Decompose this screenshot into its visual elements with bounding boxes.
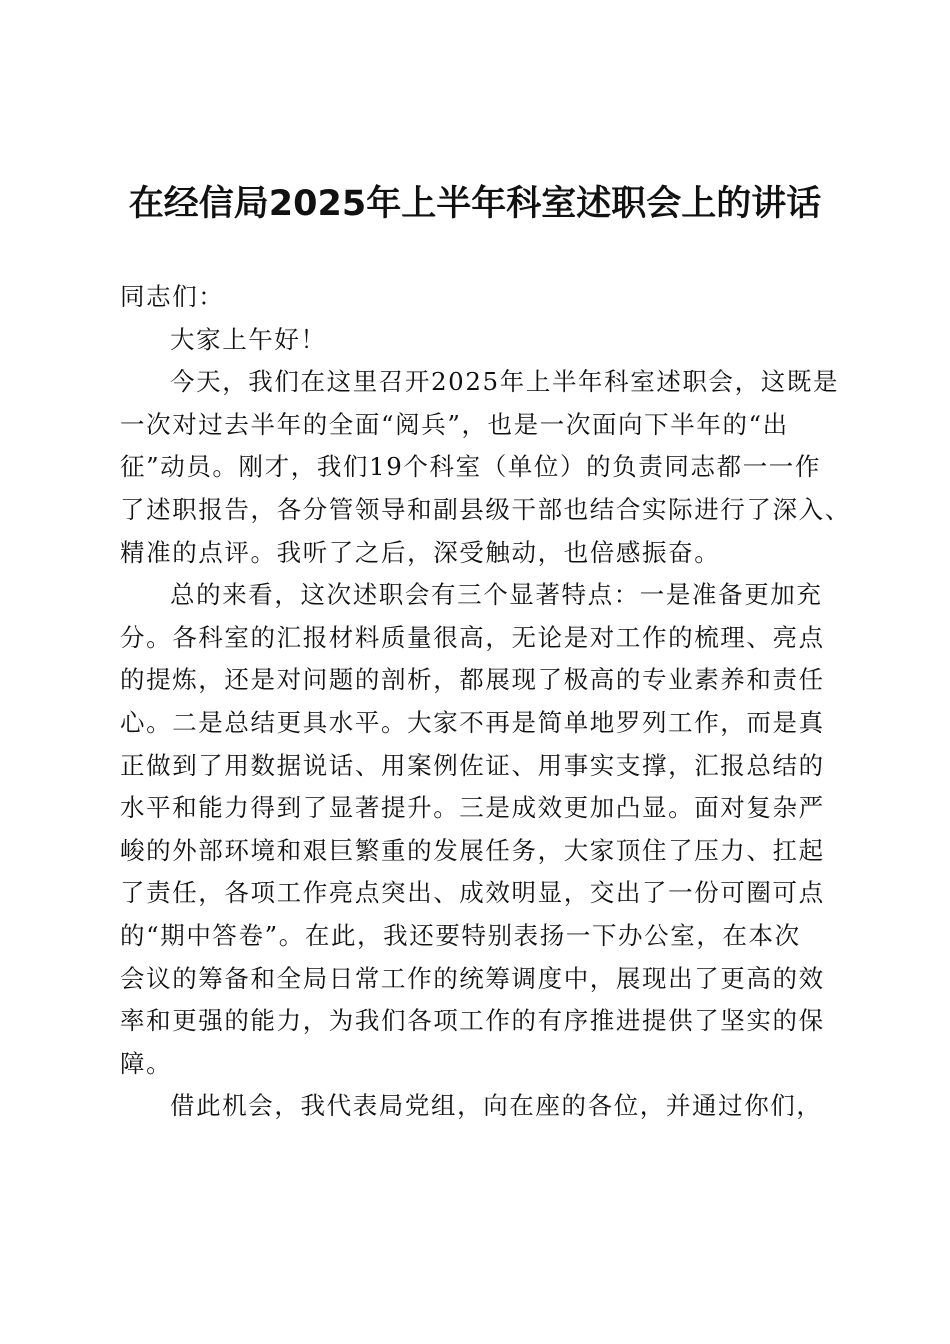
- text-line: 障。: [120, 1048, 173, 1078]
- text-line: 总的来看，这次述职会有三个显著特点：一是准备更加充: [170, 580, 823, 610]
- text-line: 借此机会，我代表局党组，向在座的各位，并通过你们，: [170, 1091, 823, 1121]
- text-line: 水平和能力得到了显著提升。三是成效更加凸显。面对复杂严: [120, 793, 825, 823]
- text-line: 的“期中答卷”。在此，我还要特别表扬一下办公室，在本次: [120, 920, 801, 950]
- text-line: 会议的筹备和全局日常工作的统筹调度中，展现出了更高的效: [120, 963, 825, 993]
- text-line: 精准的点评。我听了之后，深受触动，也倍感振奋。: [120, 537, 721, 567]
- salutation: 同志们：: [120, 282, 225, 311]
- text-line: 率和更强的能力，为我们各项工作的有序推进提供了坚实的保: [120, 1006, 825, 1036]
- text-line: 征”动员。刚才，我们19个科室（单位）的负责同志都一一作: [120, 452, 821, 482]
- text-line: 了述职报告，各分管领导和副县级干部也结合实际进行了深入、: [120, 494, 851, 524]
- text-line: 心。二是总结更具水平。大家不再是简单地罗列工作，而是真: [120, 707, 825, 737]
- text-line: 今天，我们在这里召开2025年上半年科室述职会，这既是: [170, 367, 840, 397]
- document-body: [120, 276, 851, 1128]
- text-line: 正做到了用数据说话、用案例佐证、用事实支撑，汇报总结的: [120, 750, 825, 780]
- text-line: 的提炼，还是对问题的剖析，都展现了极高的专业素养和责任: [120, 665, 825, 695]
- text-line: 大家上午好！: [170, 324, 327, 354]
- text-line: 峻的外部环境和艰巨繁重的发展任务，大家顶住了压力、扛起: [120, 835, 825, 865]
- document-title: 在经信局2025年上半年科室述职会上的讲话: [128, 184, 822, 224]
- text-line: 分。各科室的汇报材料质量很高，无论是对工作的梳理、亮点: [120, 622, 825, 652]
- text-line: 一次对过去半年的全面“阅兵”，也是一次面向下半年的“出: [120, 409, 789, 439]
- text-line: 了责任，各项工作亮点突出、成效明显，交出了一份可圈可点: [120, 878, 825, 908]
